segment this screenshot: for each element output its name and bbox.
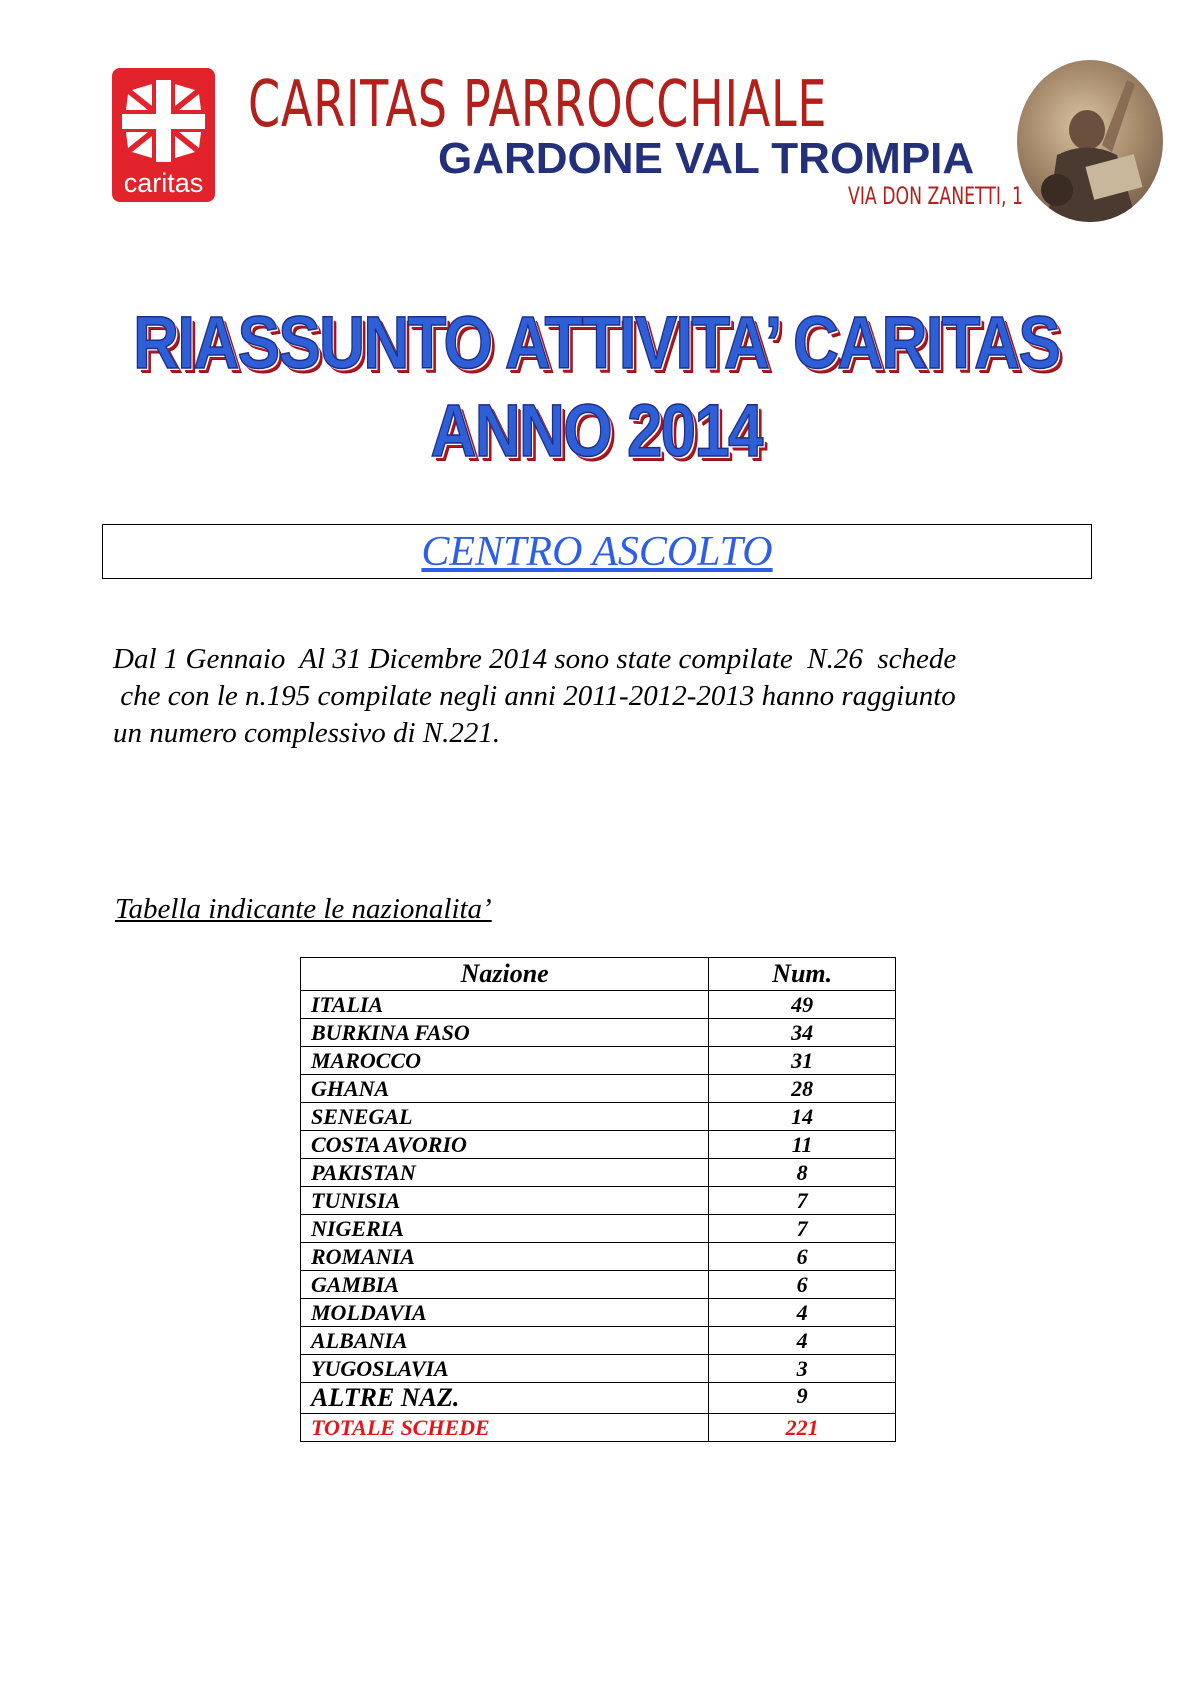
- count-cell: 4: [709, 1327, 896, 1355]
- country-cell: NIGERIA: [301, 1215, 709, 1243]
- country-cell: MOLDAVIA: [301, 1299, 709, 1327]
- town-name: GARDONE VAL TROMPIA: [438, 134, 975, 183]
- total-count: 221: [709, 1414, 896, 1442]
- country-cell: PAKISTAN: [301, 1159, 709, 1187]
- country-cell: ALBANIA: [301, 1327, 709, 1355]
- country-cell: GHANA: [301, 1075, 709, 1103]
- count-cell: 6: [709, 1243, 896, 1271]
- section-heading-box: [102, 524, 1092, 579]
- count-cell: 31: [709, 1047, 896, 1075]
- table-row: [301, 1047, 896, 1075]
- country-cell: ITALIA: [301, 991, 709, 1019]
- total-label: TOTALE SCHEDE: [301, 1414, 709, 1442]
- count-cell: 9: [709, 1383, 896, 1414]
- country-cell: MAROCCO: [301, 1047, 709, 1075]
- table-row: [301, 1103, 896, 1131]
- table-row: [301, 1187, 896, 1215]
- nationality-table: [300, 957, 896, 1442]
- count-cell: 11: [709, 1131, 896, 1159]
- address: VIA DON ZANETTI, 1: [848, 182, 1023, 210]
- table-row: [301, 1131, 896, 1159]
- count-cell: 28: [709, 1075, 896, 1103]
- logo-text: caritas: [123, 168, 204, 198]
- intro-line: Dal 1 Gennaio Al 31 Dicembre 2014 sono state compilate N.26 schede: [113, 643, 957, 675]
- table-caption: Tabella indicante le nazionalita’: [115, 893, 492, 925]
- count-cell: 4: [709, 1299, 896, 1327]
- count-cell: 3: [709, 1355, 896, 1383]
- table-row: [301, 1299, 896, 1327]
- table-row: [301, 1327, 896, 1355]
- country-cell: YUGOSLAVIA: [301, 1355, 709, 1383]
- country-cell: ROMANIA: [301, 1243, 709, 1271]
- country-cell: GAMBIA: [301, 1271, 709, 1299]
- table-row: [301, 1383, 896, 1414]
- table-row: [301, 1159, 896, 1187]
- table-header-row: [301, 958, 896, 991]
- count-cell: 8: [709, 1159, 896, 1187]
- intro-line: che con le n.195 compilate negli anni 2011-2012-2013 hanno raggiunto: [113, 680, 956, 712]
- header-nazione: Nazione: [301, 958, 709, 991]
- count-cell: 6: [709, 1271, 896, 1299]
- table-row: [301, 1355, 896, 1383]
- table-row: [301, 1271, 896, 1299]
- count-cell: 7: [709, 1215, 896, 1243]
- table-row: [301, 1075, 896, 1103]
- org-name: CARITAS PARROCCHIALE: [248, 68, 828, 142]
- caritas-logo: [112, 68, 215, 202]
- section-heading: CENTRO ASCOLTO: [421, 529, 773, 575]
- country-cell: TUNISIA: [301, 1187, 709, 1215]
- header-num: Num.: [709, 958, 896, 991]
- count-cell: 34: [709, 1019, 896, 1047]
- table-row: [301, 1243, 896, 1271]
- table-row: [301, 991, 896, 1019]
- count-cell: 14: [709, 1103, 896, 1131]
- table-row: [301, 1215, 896, 1243]
- saint-image: [1017, 60, 1163, 222]
- count-cell: 49: [709, 991, 896, 1019]
- country-cell: COSTA AVORIO: [301, 1131, 709, 1159]
- count-cell: 7: [709, 1187, 896, 1215]
- country-cell: SENEGAL: [301, 1103, 709, 1131]
- saint-painting-icon: [1017, 60, 1163, 222]
- caritas-cross-icon: [118, 76, 209, 166]
- main-title-line2: ANNO 2014: [430, 389, 762, 472]
- main-title-line1: RIASSUNTO ATTIVITA’ CARITAS: [133, 301, 1060, 384]
- table-row: [301, 1019, 896, 1047]
- intro-paragraph: [113, 641, 1073, 752]
- total-row: [301, 1414, 896, 1442]
- intro-line: un numero complessivo di N.221.: [113, 717, 501, 749]
- country-cell: ALTRE NAZ.: [301, 1383, 709, 1414]
- country-cell: BURKINA FASO: [301, 1019, 709, 1047]
